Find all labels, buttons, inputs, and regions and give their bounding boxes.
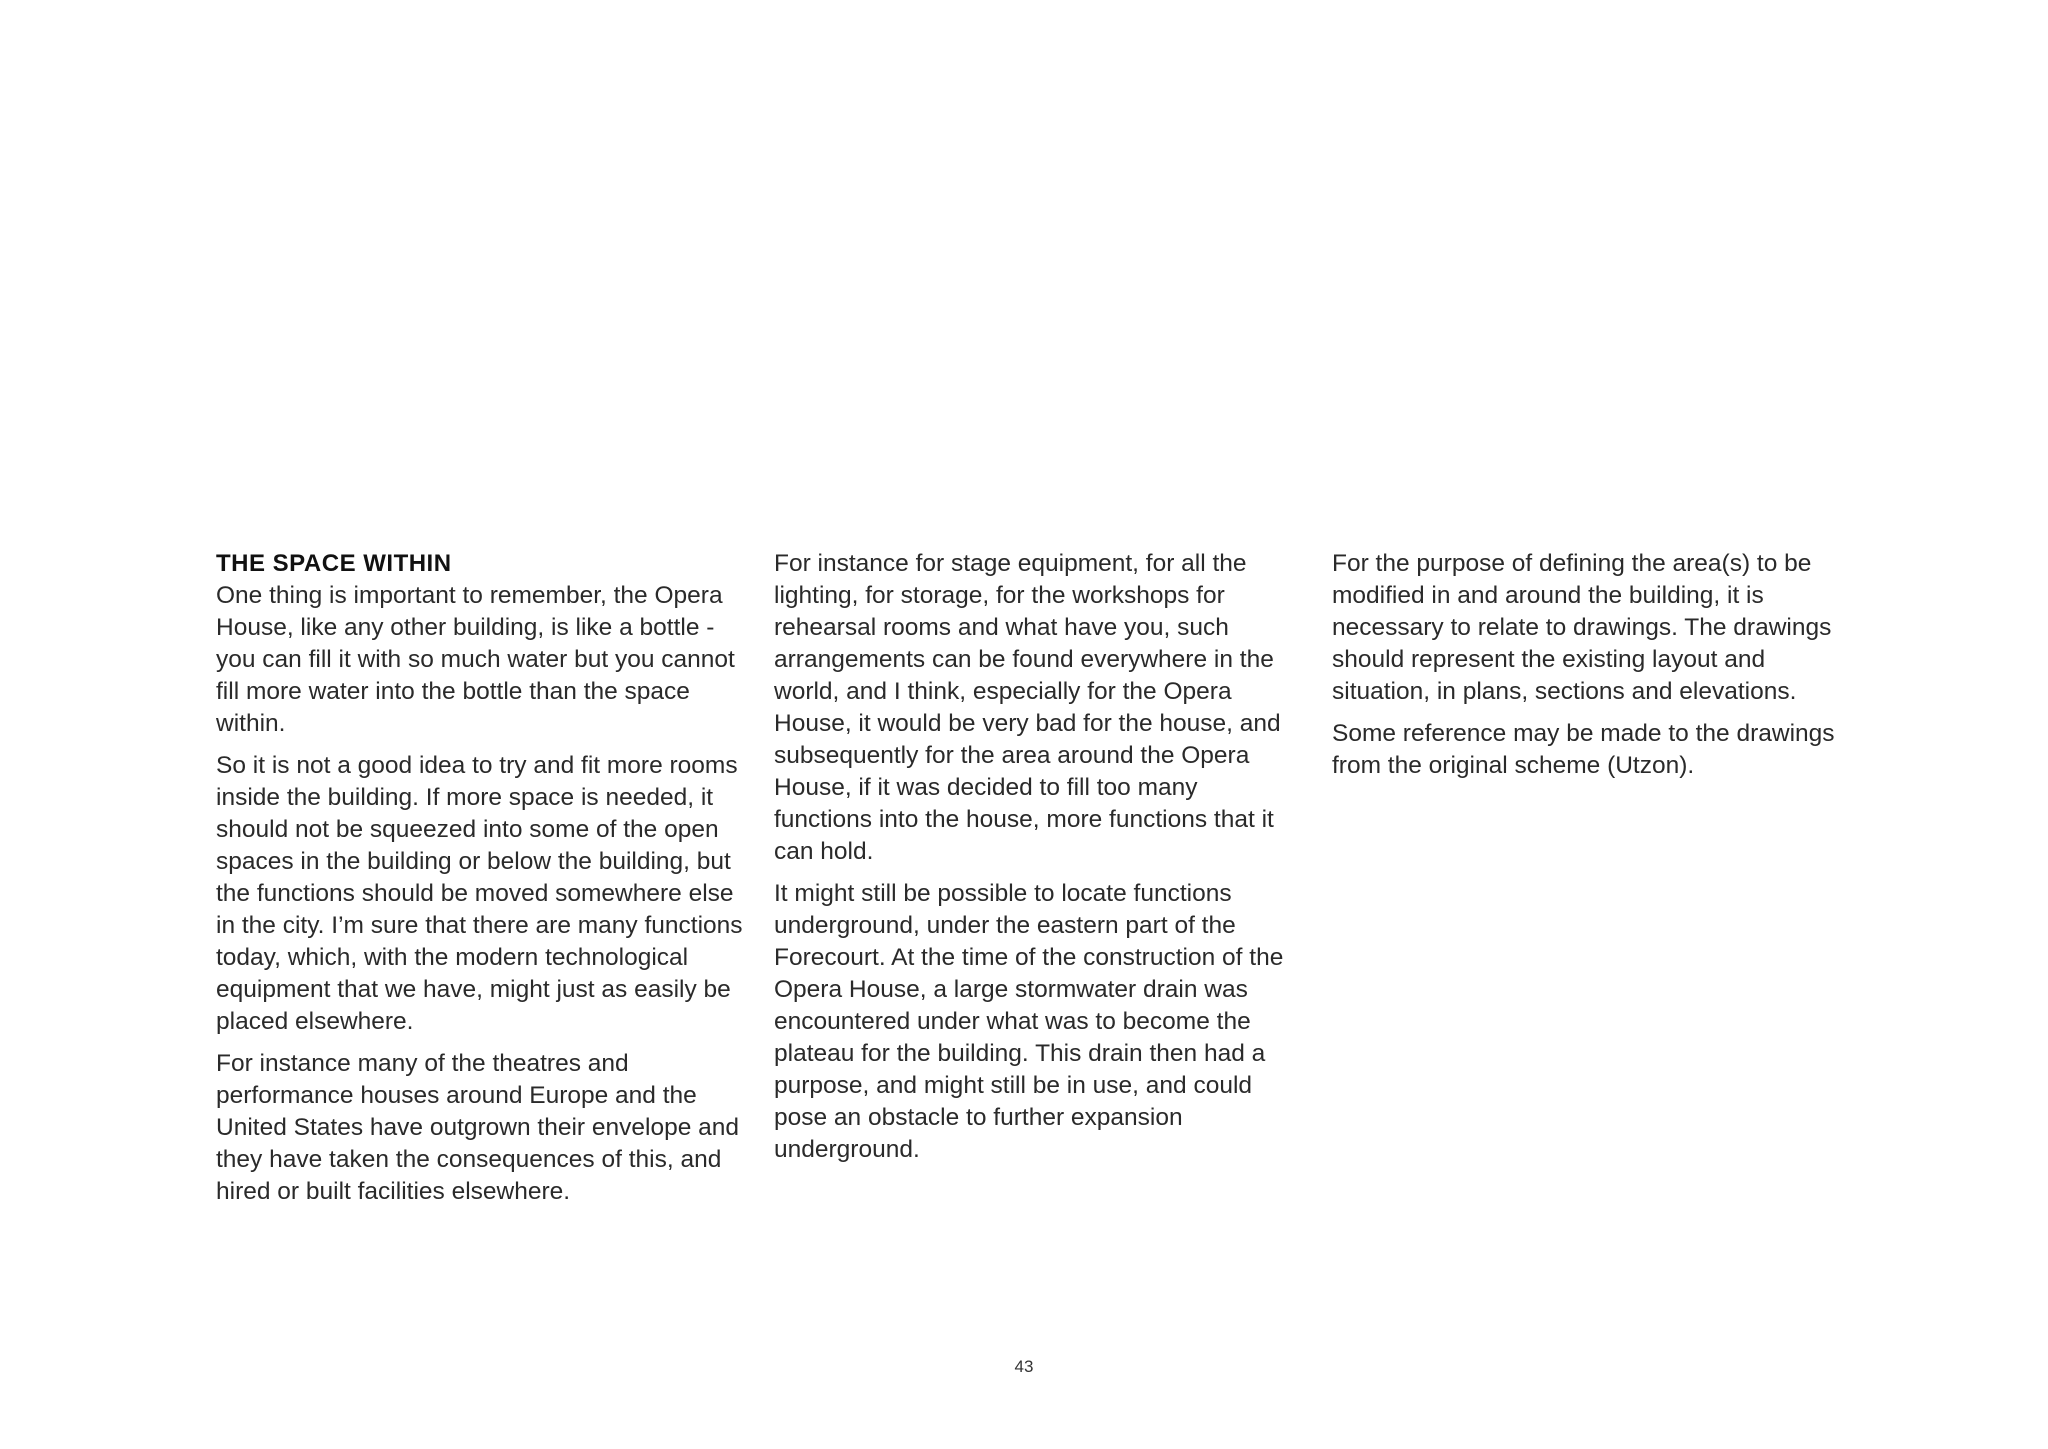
paragraph: For the purpose of defining the area(s) to be modified in and around the building, it is necessary to relate to drawings. The drawings should represent the existing layout and situation, in plans, sections and elevations. <box>1332 550 1832 705</box>
paragraph: Some reference may be made to the drawings from the original scheme (Utzon). <box>1332 720 1835 779</box>
paragraph: So it is not a good idea to try and fit more rooms inside the building. If more space is needed, it should not be squeezed into some of the open spaces in the building or below the building, but the functions should be moved somewhere else in the city. I’m sure that there are many functions today, which, with the modern technological equipment that we have, might just as easily be placed elsewhere. <box>216 752 743 1035</box>
paragraph: It might still be possible to locate functions underground, under the eastern part of the Forecourt. At the time of the construction of the Opera House, a large stormwater drain was encountered under what was to become the plateau for the building. This drain then had a purpose, and might still be in use, and could pose an obstacle to further expansion underground. <box>774 880 1284 1163</box>
paragraph: One thing is important to remember, the Opera House, like any other building, is like a bottle - you can fill it with so much water but you cannot fill more water into the bottle than the space within. <box>216 582 735 737</box>
text-column-2 <box>774 548 1294 1176</box>
text-column-1 <box>216 548 746 1218</box>
paragraph: For instance many of the theatres and performance houses around Europe and the United States have outgrown their envelope and they have taken the consequences of this, and hired or built facilities elsewhere. <box>216 1050 740 1205</box>
text-column-3 <box>1332 548 1852 792</box>
page-number: 43 <box>1014 1357 1034 1376</box>
section-heading: THE SPACE WITHIN <box>216 550 452 577</box>
paragraph: For instance for stage equipment, for all the lighting, for storage, for the workshops for rehearsal rooms and what have you, such arrangements can be found everywhere in the world, and I think, especially for the Opera House, it would be very bad for the house, and subsequently for the area around the Opera House, if it was decided to fill too many functions into the house, more functions that it can hold. <box>774 550 1281 865</box>
